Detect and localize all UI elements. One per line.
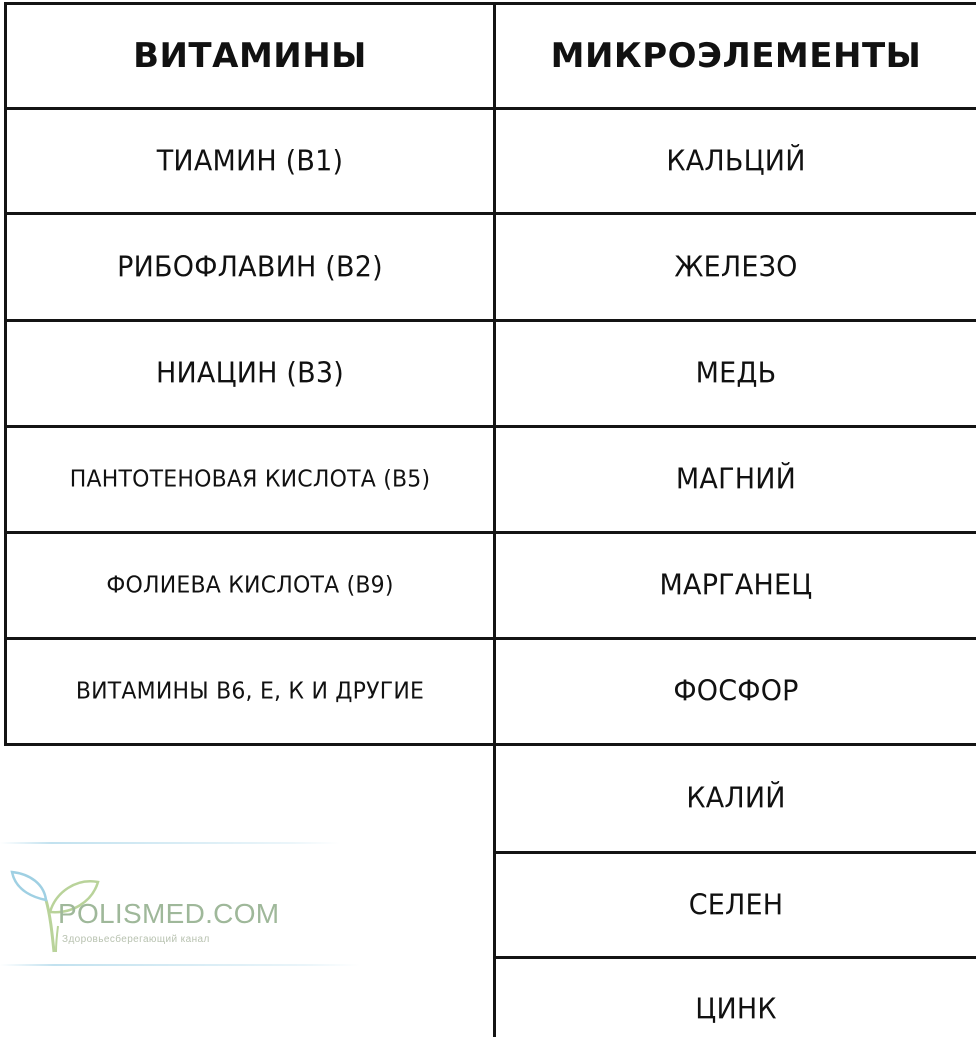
- microelement-cell: МАРГАНЕЦ: [659, 569, 813, 602]
- microelement-cell: ФОСФОР: [673, 675, 799, 708]
- microelement-cell: КАЛИЙ: [686, 782, 786, 815]
- watermark-tagline: Здоровьесберегающий канал: [62, 934, 210, 945]
- vitamin-cell: ПАНТОТЕНОВАЯ КИСЛОТА (В5): [69, 466, 431, 493]
- vitamin-cell: НИАЦИН (В3): [156, 357, 344, 390]
- vitamin-cell: РИБОФЛАВИН (В2): [117, 250, 383, 284]
- vitamin-cell: ТИАМИН (В1): [156, 144, 344, 178]
- vitamin-cell: ВИТАМИНЫ В6, Е, К И ДРУГИЕ: [75, 678, 425, 705]
- vitamin-cell: ФОЛИЕВА КИСЛОТА (В9): [106, 572, 394, 599]
- microelement-cell: СЕЛЕН: [688, 888, 784, 922]
- microelement-cell: МЕДЬ: [695, 357, 777, 390]
- polismed-watermark: [0, 830, 360, 980]
- watermark-brand: POLISMED.COM: [58, 898, 280, 929]
- microelement-cell: ЦИНК: [695, 992, 777, 1026]
- microelement-cell: МАГНИЙ: [675, 463, 797, 496]
- header-vitamins: ВИТАМИНЫ: [133, 36, 367, 76]
- header-microelements: МИКРОЭЛЕМЕНТЫ: [550, 36, 922, 76]
- microelement-cell: КАЛЬЦИЙ: [666, 144, 806, 178]
- microelement-cell: ЖЕЛЕЗО: [674, 250, 798, 284]
- watermark-band: [0, 842, 340, 844]
